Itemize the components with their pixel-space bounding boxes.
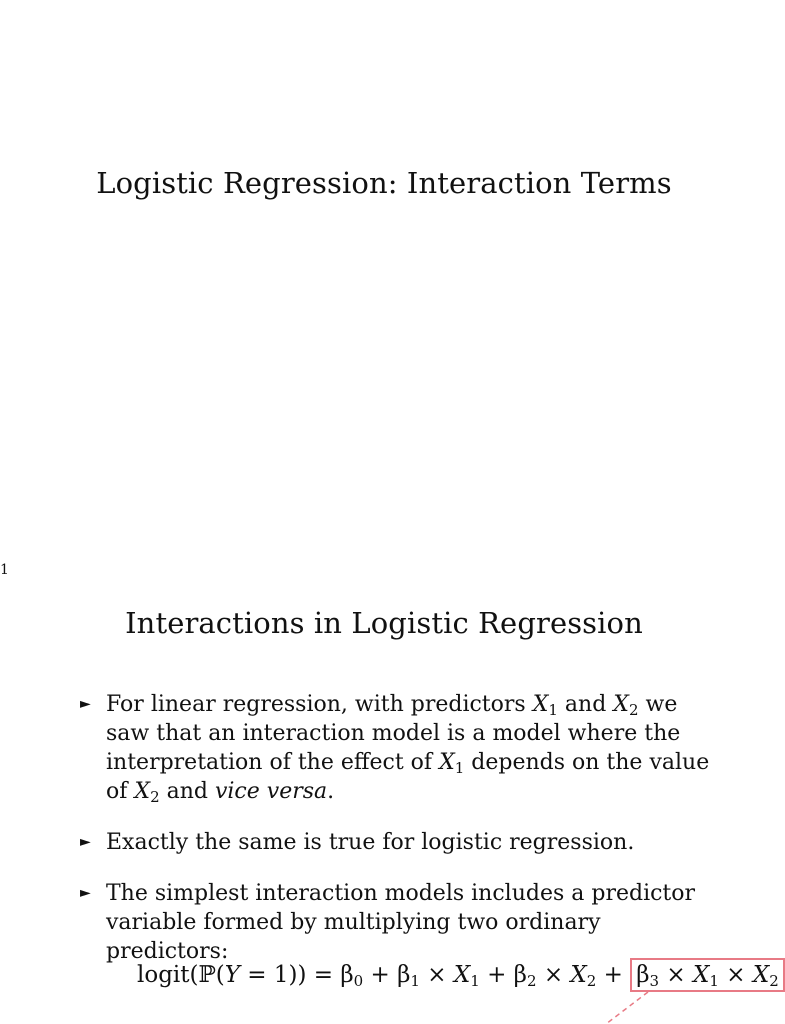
subscript: 1 <box>470 972 480 990</box>
variable: X <box>570 962 587 988</box>
variable: Y <box>224 962 240 988</box>
bullet-text: we saw that an interaction model is a model where the interpretation of the effect of <box>106 692 681 775</box>
subscript: 2 <box>150 788 160 806</box>
bullet-text: For linear regression, with predictors <box>106 692 533 717</box>
variable: X <box>693 962 710 988</box>
bullet-marker-icon: ► <box>80 696 91 712</box>
bullet-item-same-for-logistic <box>78 828 718 857</box>
slide-title-interactions: Interactions in Logistic Regression <box>125 606 643 640</box>
equation-text: logit(ℙ( <box>137 962 225 988</box>
bullet-item-linear-regression <box>78 690 718 806</box>
bullet-text: depends on the value of <box>106 750 710 804</box>
variable: X <box>613 692 629 717</box>
page-number: 1 <box>0 562 9 578</box>
subscript: 2 <box>526 972 537 990</box>
variable: X <box>453 962 471 988</box>
subscript: 2 <box>586 972 597 990</box>
equation-text: × <box>659 962 693 988</box>
equation-text: × <box>536 962 571 988</box>
bullet-item-simplest-interaction <box>78 879 718 966</box>
subscript: 1 <box>709 972 719 990</box>
subscript: 2 <box>628 701 639 719</box>
variable: X <box>752 962 770 988</box>
interaction-term-highlight <box>630 958 785 992</box>
subscript: 1 <box>410 972 420 990</box>
subscript: 3 <box>649 972 660 990</box>
variable: X <box>532 692 549 717</box>
bullet-text: Exactly the same is true for logistic regression. <box>106 830 635 855</box>
bullet-text: and <box>159 779 215 804</box>
equation-text: = 1)) = β <box>239 962 354 988</box>
bullet-text: . <box>327 779 335 804</box>
bullet-list <box>78 690 718 988</box>
subscript: 0 <box>353 972 364 990</box>
equation-text: × <box>718 962 753 988</box>
variable: X <box>134 779 151 804</box>
equation-text: × <box>419 962 454 988</box>
slide-title: Logistic Regression: Interaction Terms <box>96 166 672 200</box>
subscript: 2 <box>769 972 779 990</box>
bullet-text: The simplest interaction models includes a predictor variable formed by multiplying two ordinary predictors: <box>106 881 696 964</box>
equation-text: β <box>636 962 650 988</box>
subscript: 1 <box>454 759 465 777</box>
equation-text: + <box>596 962 631 988</box>
equation-text: + β <box>479 962 527 988</box>
bullet-marker-icon: ► <box>80 885 91 901</box>
bullet-text: and <box>557 692 614 717</box>
equation-text: + β <box>363 962 411 988</box>
subscript: 1 <box>548 701 558 719</box>
variable: X <box>439 750 455 775</box>
bullet-marker-icon: ► <box>80 834 91 850</box>
interaction-equation <box>137 956 785 994</box>
dashed-pointer-line-icon <box>600 992 660 1024</box>
emphasis-text: vice versa <box>214 779 328 804</box>
